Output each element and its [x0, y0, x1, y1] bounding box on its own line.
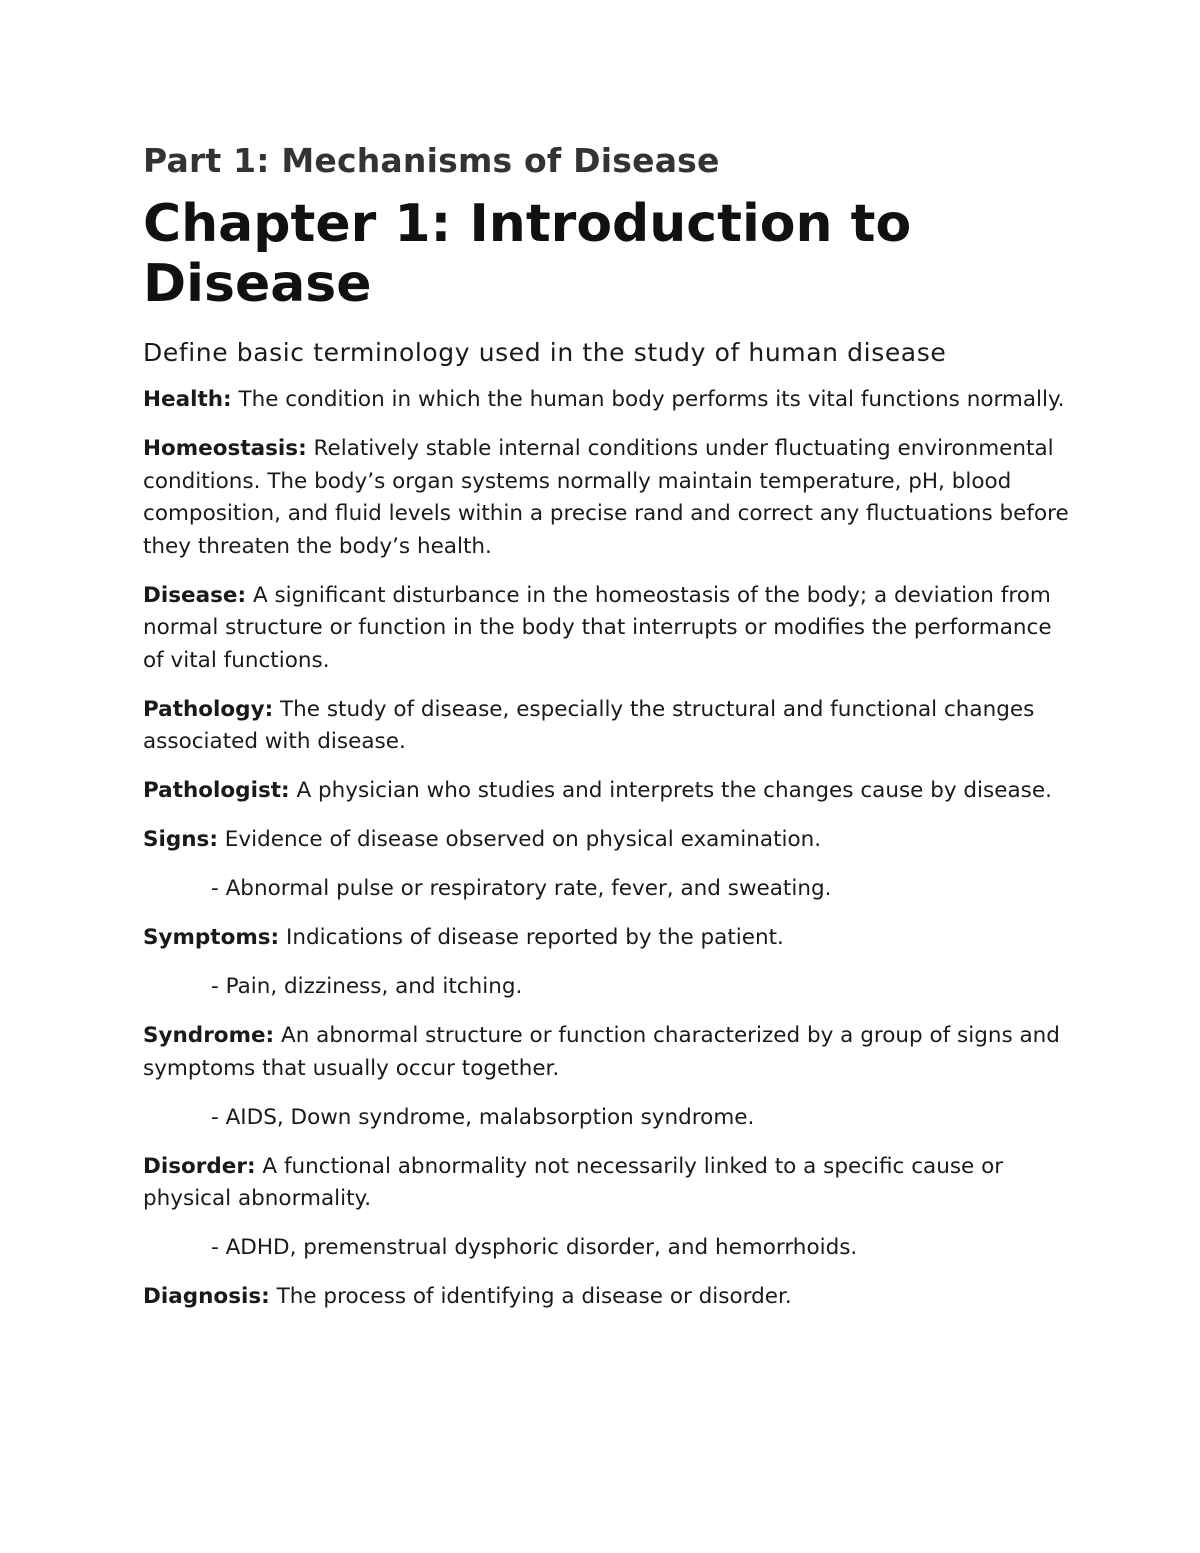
term-label: Disorder: [143, 1153, 256, 1179]
entry-disease [143, 580, 1073, 678]
term-label: Symptoms: [143, 925, 280, 950]
term-label: Pathology: [143, 696, 274, 722]
term-label: Disease: [143, 582, 247, 608]
entry-health [143, 384, 1073, 417]
entry-symptoms [143, 922, 1073, 955]
term-label: Homeostasis: [143, 436, 307, 461]
entry-signs [143, 824, 1073, 857]
term-definition: The condition in which the human body performs its vital functions normally. [238, 387, 1065, 412]
entry-syndrome [143, 1020, 1073, 1085]
term-definition: The process of identifying a disease or disorder. [276, 1284, 792, 1309]
part-title: Part 1: Mechanisms of Disease [143, 141, 720, 180]
example-symptoms: - Pain, dizziness, and itching. [211, 974, 523, 999]
example-disorder: - ADHD, premenstrual dysphoric disorder, and hemorrhoids. [211, 1235, 858, 1260]
chapter-title [143, 194, 1073, 314]
term-label: Syndrome: [143, 1023, 275, 1048]
entry-pathologist [143, 775, 1073, 808]
term-label: Pathologist: [143, 778, 290, 803]
term-definition: The study of disease, especially the structural and functional changes associated with disease. [143, 696, 1035, 754]
term-definition: A significant disturbance in the homeostasis of the body; a deviation from normal structure or function in the body that interrupts or modifies the performance of vital functions. [143, 582, 1052, 673]
term-definition: Relatively stable internal conditions under fluctuating environmental conditions. The body’s organ systems normally maintain temperature, pH, blood composition, and fluid levels within a precise rand and correct any fluctuations before they threaten the body’s health. [143, 436, 1069, 559]
term-definition: A physician who studies and interprets the changes cause by disease. [296, 778, 1052, 803]
entry-diagnosis [143, 1281, 1073, 1314]
term-definition: An abnormal structure or function characterized by a group of signs and symptoms that usually occur together. [143, 1023, 1060, 1081]
entry-homeostasis [143, 433, 1073, 563]
term-definition: Indications of disease reported by the patient. [285, 925, 784, 950]
learning-objective: Define basic terminology used in the study of human disease [143, 338, 947, 367]
entry-pathology [143, 694, 1073, 759]
term-label: Health: [143, 387, 232, 412]
term-label: Signs: [143, 827, 218, 852]
document-page [143, 138, 1073, 1330]
entry-disorder [143, 1151, 1073, 1216]
example-signs: - Abnormal pulse or respiratory rate, fever, and sweating. [211, 876, 832, 901]
term-label: Diagnosis: [143, 1284, 270, 1309]
term-definition: A functional abnormality not necessarily linked to a specific cause or physical abnormality. [143, 1153, 1004, 1211]
chapter-title-line2: Disease [143, 254, 372, 314]
term-definition: Evidence of disease observed on physical examination. [224, 827, 822, 852]
chapter-title-line1: Chapter 1: Introduction to [143, 194, 912, 254]
example-syndrome: - AIDS, Down syndrome, malabsorption syndrome. [211, 1104, 755, 1130]
